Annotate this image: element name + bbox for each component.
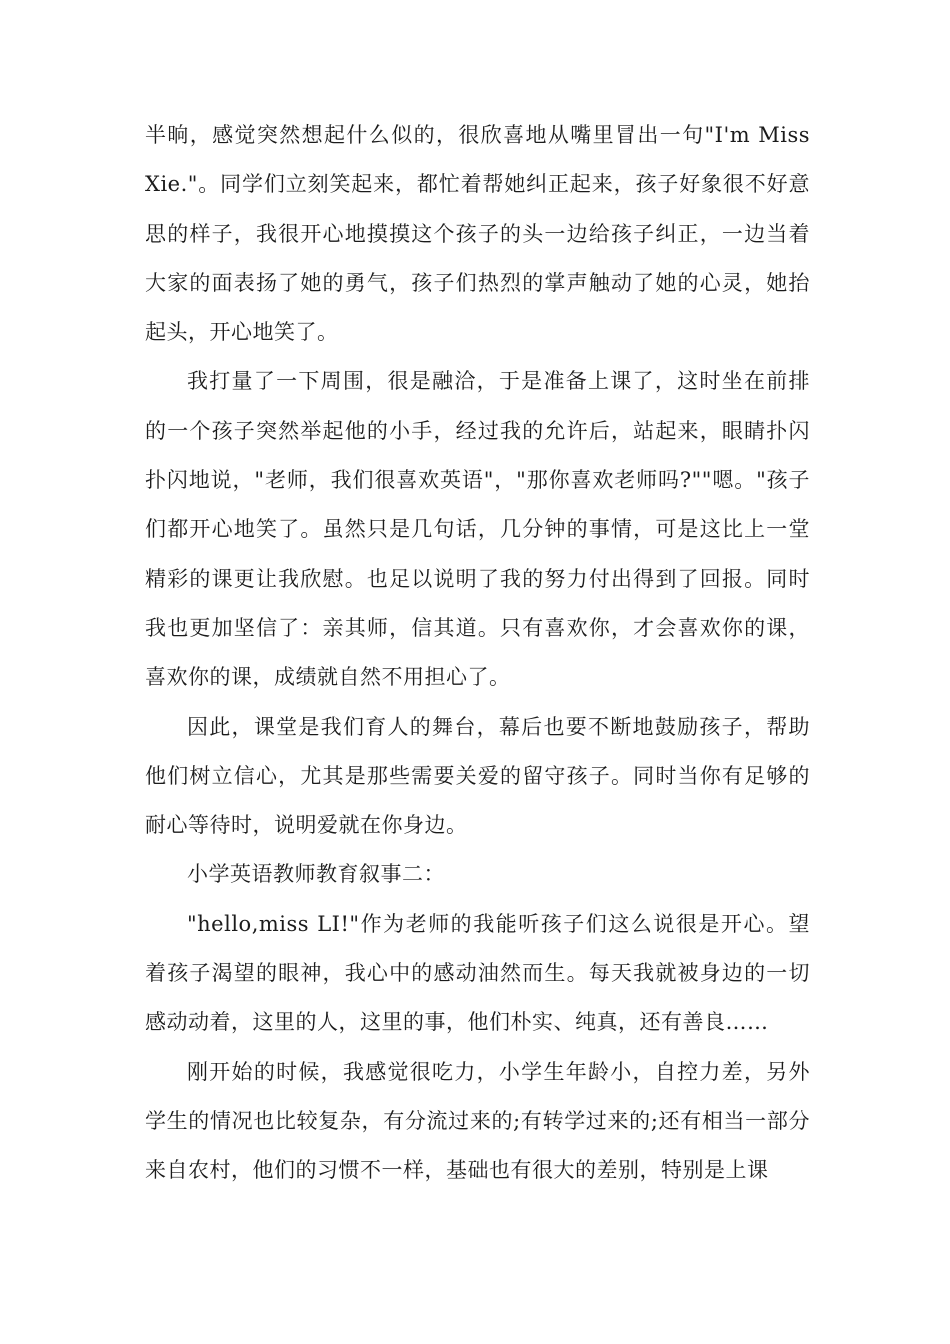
section-heading: 小学英语教师教育叙事二： — [187, 862, 445, 887]
paragraph: "hello,miss LI!"作为老师的我能听孩子们这么说很是开心。望着孩子渴望的眼神，我心中的感动油然而生。每天我就被身边的一切感动动着，这里的人，这里的事，他们朴实、纯真，还有善良…… — [145, 911, 810, 1035]
document-body — [145, 111, 810, 1196]
paragraph: 因此，课堂是我们育人的舞台，幕后也要不断地鼓励孩子，帮助他们树立信心，尤其是那些需要关爱的留守孩子。同时当你有足够的耐心等待时，说明爱就在你身边。 — [145, 714, 810, 838]
paragraph: 刚开始的时候，我感觉很吃力，小学生年龄小，自控力差，另外学生的情况也比较复杂，有分流过来的;有转学过来的;还有相当一部分来自农村，他们的习惯不一样，基础也有很大的差别，特别是上课 — [145, 1059, 810, 1183]
paragraph-continued: 半晌，感觉突然想起什么似的，很欣喜地从嘴里冒出一句"I'm Miss Xie."。同学们立刻笑起来，都忙着帮她纠正起来，孩子好象很不好意思的样子，我很开心地摸摸这个孩子的头一边给孩子纠正，一边当着大家的面表扬了她的勇气，孩子们热烈的掌声触动了她的心灵，她抬起头，开心地笑了。 — [145, 123, 810, 345]
paragraph: 我打量了一下周围，很是融洽，于是准备上课了，这时坐在前排的一个孩子突然举起他的小手，经过我的允许后，站起来，眼睛扑闪扑闪地说，"老师，我们很喜欢英语"，"那你喜欢老师吗?""嗯。"孩子们都开心地笑了。虽然只是几句话，几分钟的事情，可是这比上一堂精彩的课更让我欣慰。也足以说明了我的努力付出得到了回报。同时我也更加坚信了：亲其师，信其道。只有喜欢你，才会喜欢你的课，喜欢你的课，成绩就自然不用担心了。 — [145, 369, 810, 690]
